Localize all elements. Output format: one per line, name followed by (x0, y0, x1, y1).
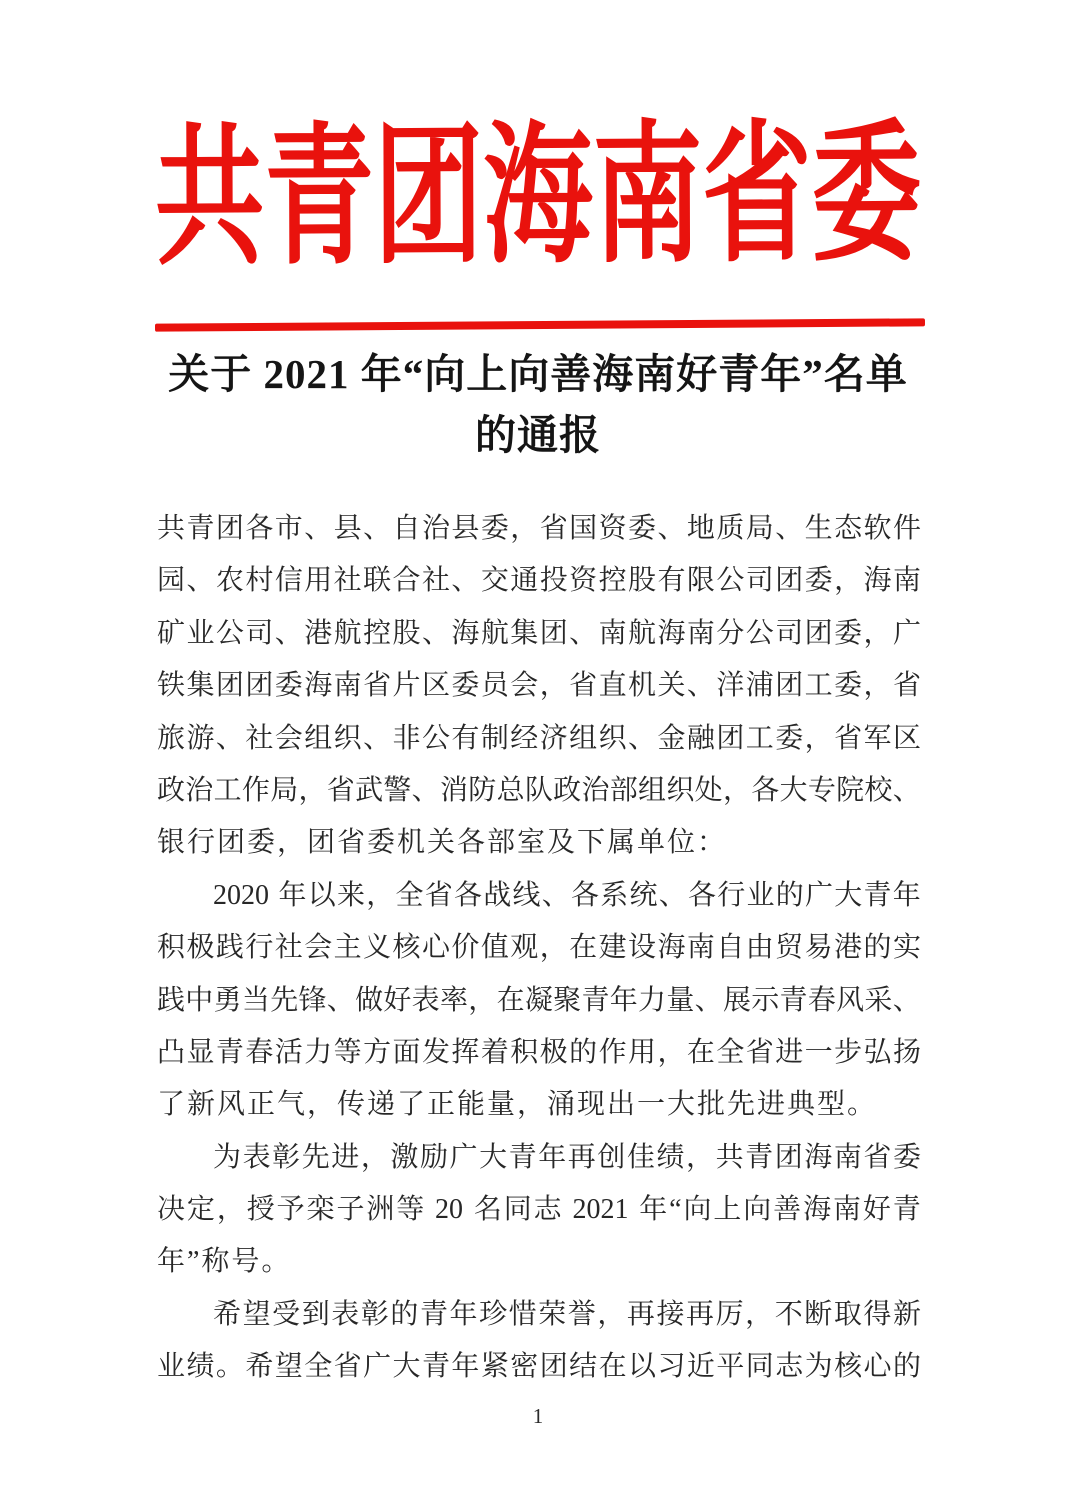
document-title (60, 344, 1016, 466)
paragraph (157, 1132, 921, 1289)
body-line: 矿 业 公 司 、 港 航 控 股 、 海 航 集 团 、 南 航 海 南 分 公 司 团 委 ， 广 (157, 617, 921, 649)
page-number: 1 (532, 1404, 544, 1428)
body-line: 践 中 勇 当 先 锋 、 做 好 表 率 ， 在 凝 聚 青 年 力 量 、 展 示 青 春 风 采 、 (157, 984, 921, 1016)
body-line: 园 、 农 村 信 用 社 联 合 社 、 交 通 投 资 控 股 有 限 公 司 团 委 ， 海 南 (157, 565, 921, 597)
paragraph (157, 1289, 921, 1394)
body-line: 了新风正气，传递了正能量，涌现出一大批先进典型。 (157, 1089, 878, 1121)
body-line: 希 望 受 到 表 彰 的 青 年 珍 惜 荣 誉 ， 再 接 再 厉 ， 不 断 取 得 新 (213, 1298, 921, 1330)
body-line: 年”称号。 (157, 1246, 292, 1278)
body-line: 为 表 彰 先 进 ， 激 励 广 大 青 年 再 创 佳 绩 ， 共 青 团 海 南 省 委 (213, 1141, 921, 1173)
org-name: 共青团海南省委 (154, 110, 922, 284)
body-line: 旅 游 、 社 会 组 织 、 非 公 有 制 经 济 组 织 、 金 融 团 工 委 ， 省 军 区 (157, 722, 921, 754)
body-line: 政 治 工 作 局 ， 省 武 警 、 消 防 总 队 政 治 部 组 织 处 ， 各 大 专 院 校 、 (157, 774, 921, 806)
body-line: 业 绩 。 希 望 全 省 广 大 青 年 紧 密 团 结 在 以 习 近 平 同 志 为 核 心 的 (157, 1351, 921, 1383)
body-line: 凸 显 青 春 活 力 等 方 面 发 挥 着 积 极 的 作 用 ， 在 全 省 进 一 步 弘 扬 (157, 1036, 921, 1068)
body-line: 共 青 团 各 市 、 县 、 自 治 县 委 ， 省 国 资 委 、 地 质 局 、 生 态 软 件 (157, 513, 921, 544)
org-banner (0, 110, 1076, 284)
document-body (157, 503, 921, 1394)
red-divider-line (155, 318, 925, 331)
paragraph (157, 503, 921, 870)
body-line: 铁 集 团 团 委 海 南 省 片 区 委 员 会 ， 省 直 机 关 、 洋 浦 团 工 委 ， 省 (157, 670, 921, 702)
paragraph (157, 870, 921, 1132)
document-title-line1: 关于 2021 年“向上向善海南好青年”名单 (168, 351, 908, 397)
body-line: 银行团委，团省委机关各部室及下属单位： (157, 827, 728, 859)
body-line: 2020 年 以 来 ， 全 省 各 战 线 、 各 系 统 、 各 行 业 的 广 大 青 年 (213, 879, 921, 911)
body-line: 积 极 践 行 社 会 主 义 核 心 价 值 观 ， 在 建 设 海 南 自 由 贸 易 港 的 实 (157, 932, 921, 964)
document-title-line2: 的通报 (475, 412, 601, 458)
body-line: 决 定 ， 授 予 栾 子 洲 等 20 名 同 志 2021 年 “ 向 上 向 善 海 南 好 青 (157, 1194, 921, 1226)
